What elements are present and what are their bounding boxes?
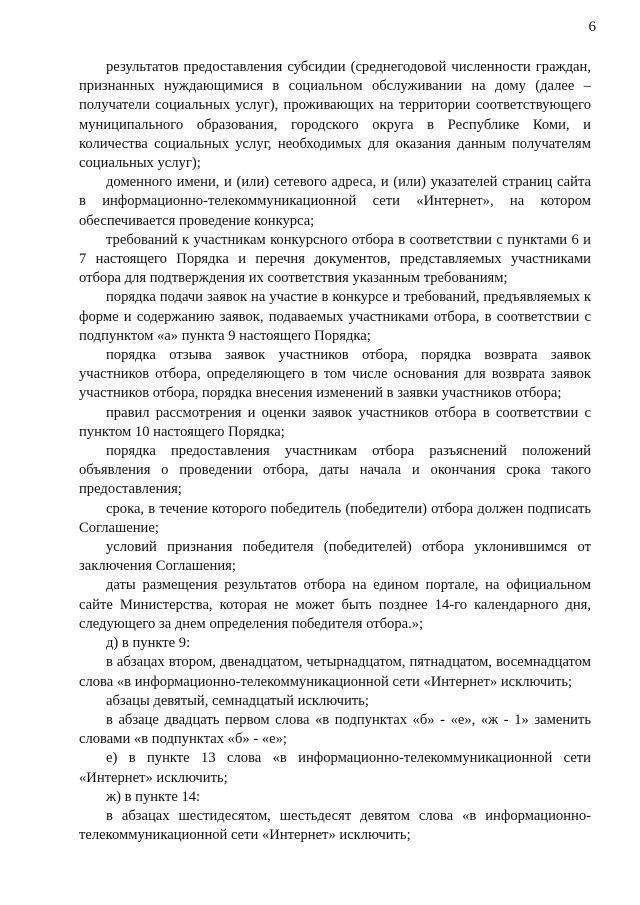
paragraph: доменного имени, и (или) сетевого адреса, и (или) указателей страниц сайта в информационно-телекоммуникационной сети «Интернет», на котором обеспечивается проведение конкурса;: [79, 174, 591, 229]
paragraph: даты размещения результатов отбора на едином портале, на официальном сайте Министерства, которая не может быть позднее 14-го календарного дня, следующего за днем определения победителя отбора.»;: [79, 577, 591, 632]
paragraph: в абзацах шестидесятом, шестьдесят девятом слова «в информационно-телекоммуникационной сети «Интернет» исключить;: [79, 807, 591, 844]
paragraph: условий признания победителя (победителей) отбора уклонившимся от заключения Соглашения;: [79, 539, 591, 575]
paragraph: абзацы девятый, семнадцатый исключить;: [106, 692, 369, 709]
paragraph: требований к участникам конкурсного отбора в соответствии с пунктами 6 и 7 настоящего Порядка и перечня документов, представляемых участниками отбора для подтверждения их соответствия указанным требованиям;: [79, 231, 591, 287]
paragraph: ж) в пункте 14:: [106, 788, 201, 805]
paragraph: результатов предоставления субсидии (среднегодовой численности граждан, признанных нуждающимися в социальном обслуживании на дому (далее – получатели социальных услуг), проживающих на территории соответствующего муниципального образования, городского округа в Республике Коми, и количества социальных услуг, необходимых для оказания данным получателям социальных услуг);: [79, 59, 591, 172]
paragraph: правил рассмотрения и оценки заявок участников отбора в соответствии с пунктом 10 настоящего Порядка;: [79, 404, 591, 440]
paragraph: в абзацах втором, двенадцатом, четырнадцатом, пятнадцатом, восемнадцатом слова «в информационно-телекоммуникационной сети «Интернет» исключить;: [79, 654, 591, 690]
paragraph: е) в пункте 13 слова «в информационно-телекоммуникационной сети «Интернет» исключить;: [79, 750, 591, 786]
paragraph: срока, в течение которого победитель (победители) отбора должен подписать Соглашение;: [79, 500, 591, 536]
paragraph: порядка отзыва заявок участников отбора, порядка возврата заявок участников отбора, определяющего в том числе основания для возврата заявок участников отбора, порядка внесения изменений в заявки участников отбора;: [79, 347, 591, 402]
paragraph: в абзаце двадцать первом слова «в подпунктах «б» - «е», «ж - 1» заменить словами «в подпунктах «б» - «е»;: [79, 711, 591, 748]
document-body: [79, 58, 591, 845]
paragraph: порядка предоставления участникам отбора разъяснений положений объявления о проведении отбора, даты начала и окончания срока такого предоставления;: [79, 443, 591, 498]
paragraph: порядка подачи заявок на участие в конкурсе и требований, предъявляемых к форме и содержанию заявок, подаваемых участниками отбора, в соответствии с подпунктом «а» пункта 9 настоящего Порядка;: [79, 289, 591, 344]
paragraph: д) в пункте 9:: [106, 635, 191, 652]
page-number: 6: [588, 19, 596, 35]
